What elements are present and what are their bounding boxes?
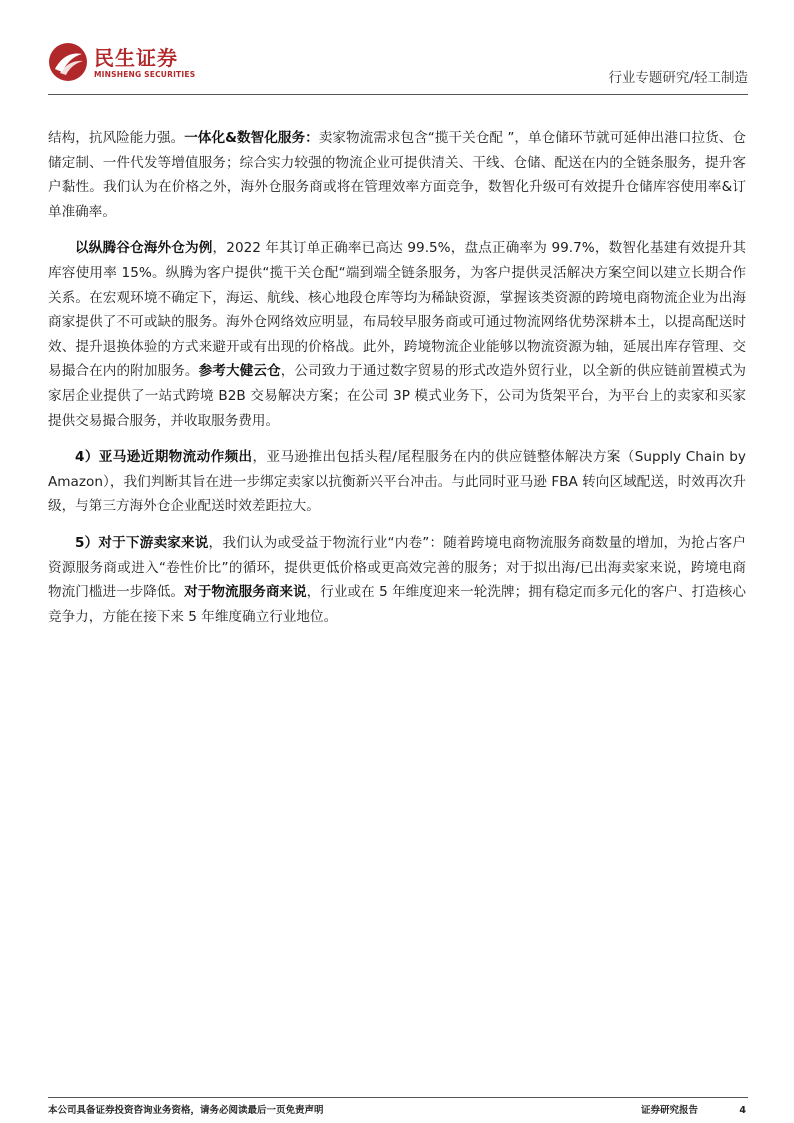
- header-divider: [48, 94, 748, 95]
- bold-text-run: 一体化&数智化服务：: [184, 130, 319, 146]
- text-run: ，行业或在 5 年维度迎来一轮洗牌；拥有稳定而多元化的客户、打造核心竞争力，方能在接下来 5 年维度确立行业地位。: [48, 584, 747, 625]
- text-run: 卖家物流需求包含“揽干关仓配 ”，单仓储环节就可延伸出港口拉货、仓储定制、一件代发等增值服务；综合实力较强的物流企业可提供清关、干线、仓储、配送在内的全链条服务，提升客户黏性。我们认为在价格之外，海外仓服务商或将在管理效率方面竞争，数智化升级可有效提升仓储库容使用率&订单准确率。: [48, 130, 747, 220]
- paragraph-downstream-sellers: [48, 531, 746, 629]
- paragraph-integrated-services: [48, 126, 746, 224]
- text-run: ，我们认为或受益于物流行业“内卷”：随着跨境电商物流服务商数量的增加，为抢占客户资源服务商或进入“卷性价比”的循环，提供更低价格或更高效完善的服务；对于拟出海/已出海卖家来说，跨境电商物流门槛进一步降低。: [48, 534, 746, 601]
- page-header: [48, 38, 748, 96]
- footer-divider: [48, 1097, 748, 1098]
- brand-name-en: MINSHENG SECURITIES: [94, 70, 196, 79]
- brand-name-cn: 民生证券: [94, 46, 178, 70]
- report-body: [48, 126, 746, 641]
- bold-text-run: 参考大健云仓: [198, 363, 281, 380]
- bold-text-run: 对于物流服务商来说: [184, 584, 307, 601]
- text-run: ，2022 年其订单正确率已高达 99.5%，盘点正确率为 99.7%，数智化基建有效提升其库容使用率 15%。纵腾为客户提供“揽干关仓配“端到端全链条服务，为客户提供灵活解决方案空间以建立长期合作关系。在宏观环境不确定下，海运、航线、核心地段仓库等均为稀缺资源，掌握该类资源的跨境电商物流企业为出海商家提供了不可或缺的服务。海外仓网络效应明显，布局较早服务商或可通过物流网络优势深耕本土，以提高配送时效、提升退换体验的方式来避开或有出现的价格战。此外，跨境物流企业能够以物流资源为轴，延展出库存管理、交易撮合在内的附加服务。: [48, 240, 746, 380]
- text-run: ，亚马逊推出包括头程/尾程服务在内的供应链整体解决方案（Supply Chain by Amazon），我们判断其旨在进一步绑定卖家以抗衡新兴平台冲击。与此同时亚马逊 FBA 转向区域配送，时效再次升级，与第三方海外仓企业配送时效差距拉大。: [48, 449, 746, 515]
- footer-right: [641, 1102, 746, 1116]
- page-number: 4: [739, 1105, 746, 1116]
- brand-logo: [48, 38, 198, 88]
- text-run: ，公司致力于通过数字贸易的形式改造外贸行业，以全新的供应链前置模式为家居企业提供了一站式跨境 B2B 交易解决方案；在公司 3P 模式业务下，公司为货架平台，为平台上的卖家和买家提供交易撮合服务，并收取服务费用。: [48, 363, 747, 429]
- report-type-label: 证券研究报告: [641, 1105, 699, 1116]
- footer-disclaimer: 本公司具备证券投资咨询业务资格，请务必阅读最后一页免责声明: [48, 1105, 324, 1116]
- minsheng-logo-icon: [48, 42, 88, 82]
- paragraph-zongteng-example: [48, 236, 746, 433]
- bold-text-run: 5）对于下游卖家来说: [75, 534, 209, 551]
- paragraph-amazon-logistics: [48, 445, 746, 519]
- bold-text-run: 以纵腾谷仓海外仓为例: [75, 240, 213, 257]
- bold-text-run: 4）亚马逊近期物流动作频出: [75, 449, 253, 466]
- report-category: 行业专题研究/轻工制造: [608, 70, 748, 86]
- text-run: 结构，抗风险能力强。: [48, 130, 185, 146]
